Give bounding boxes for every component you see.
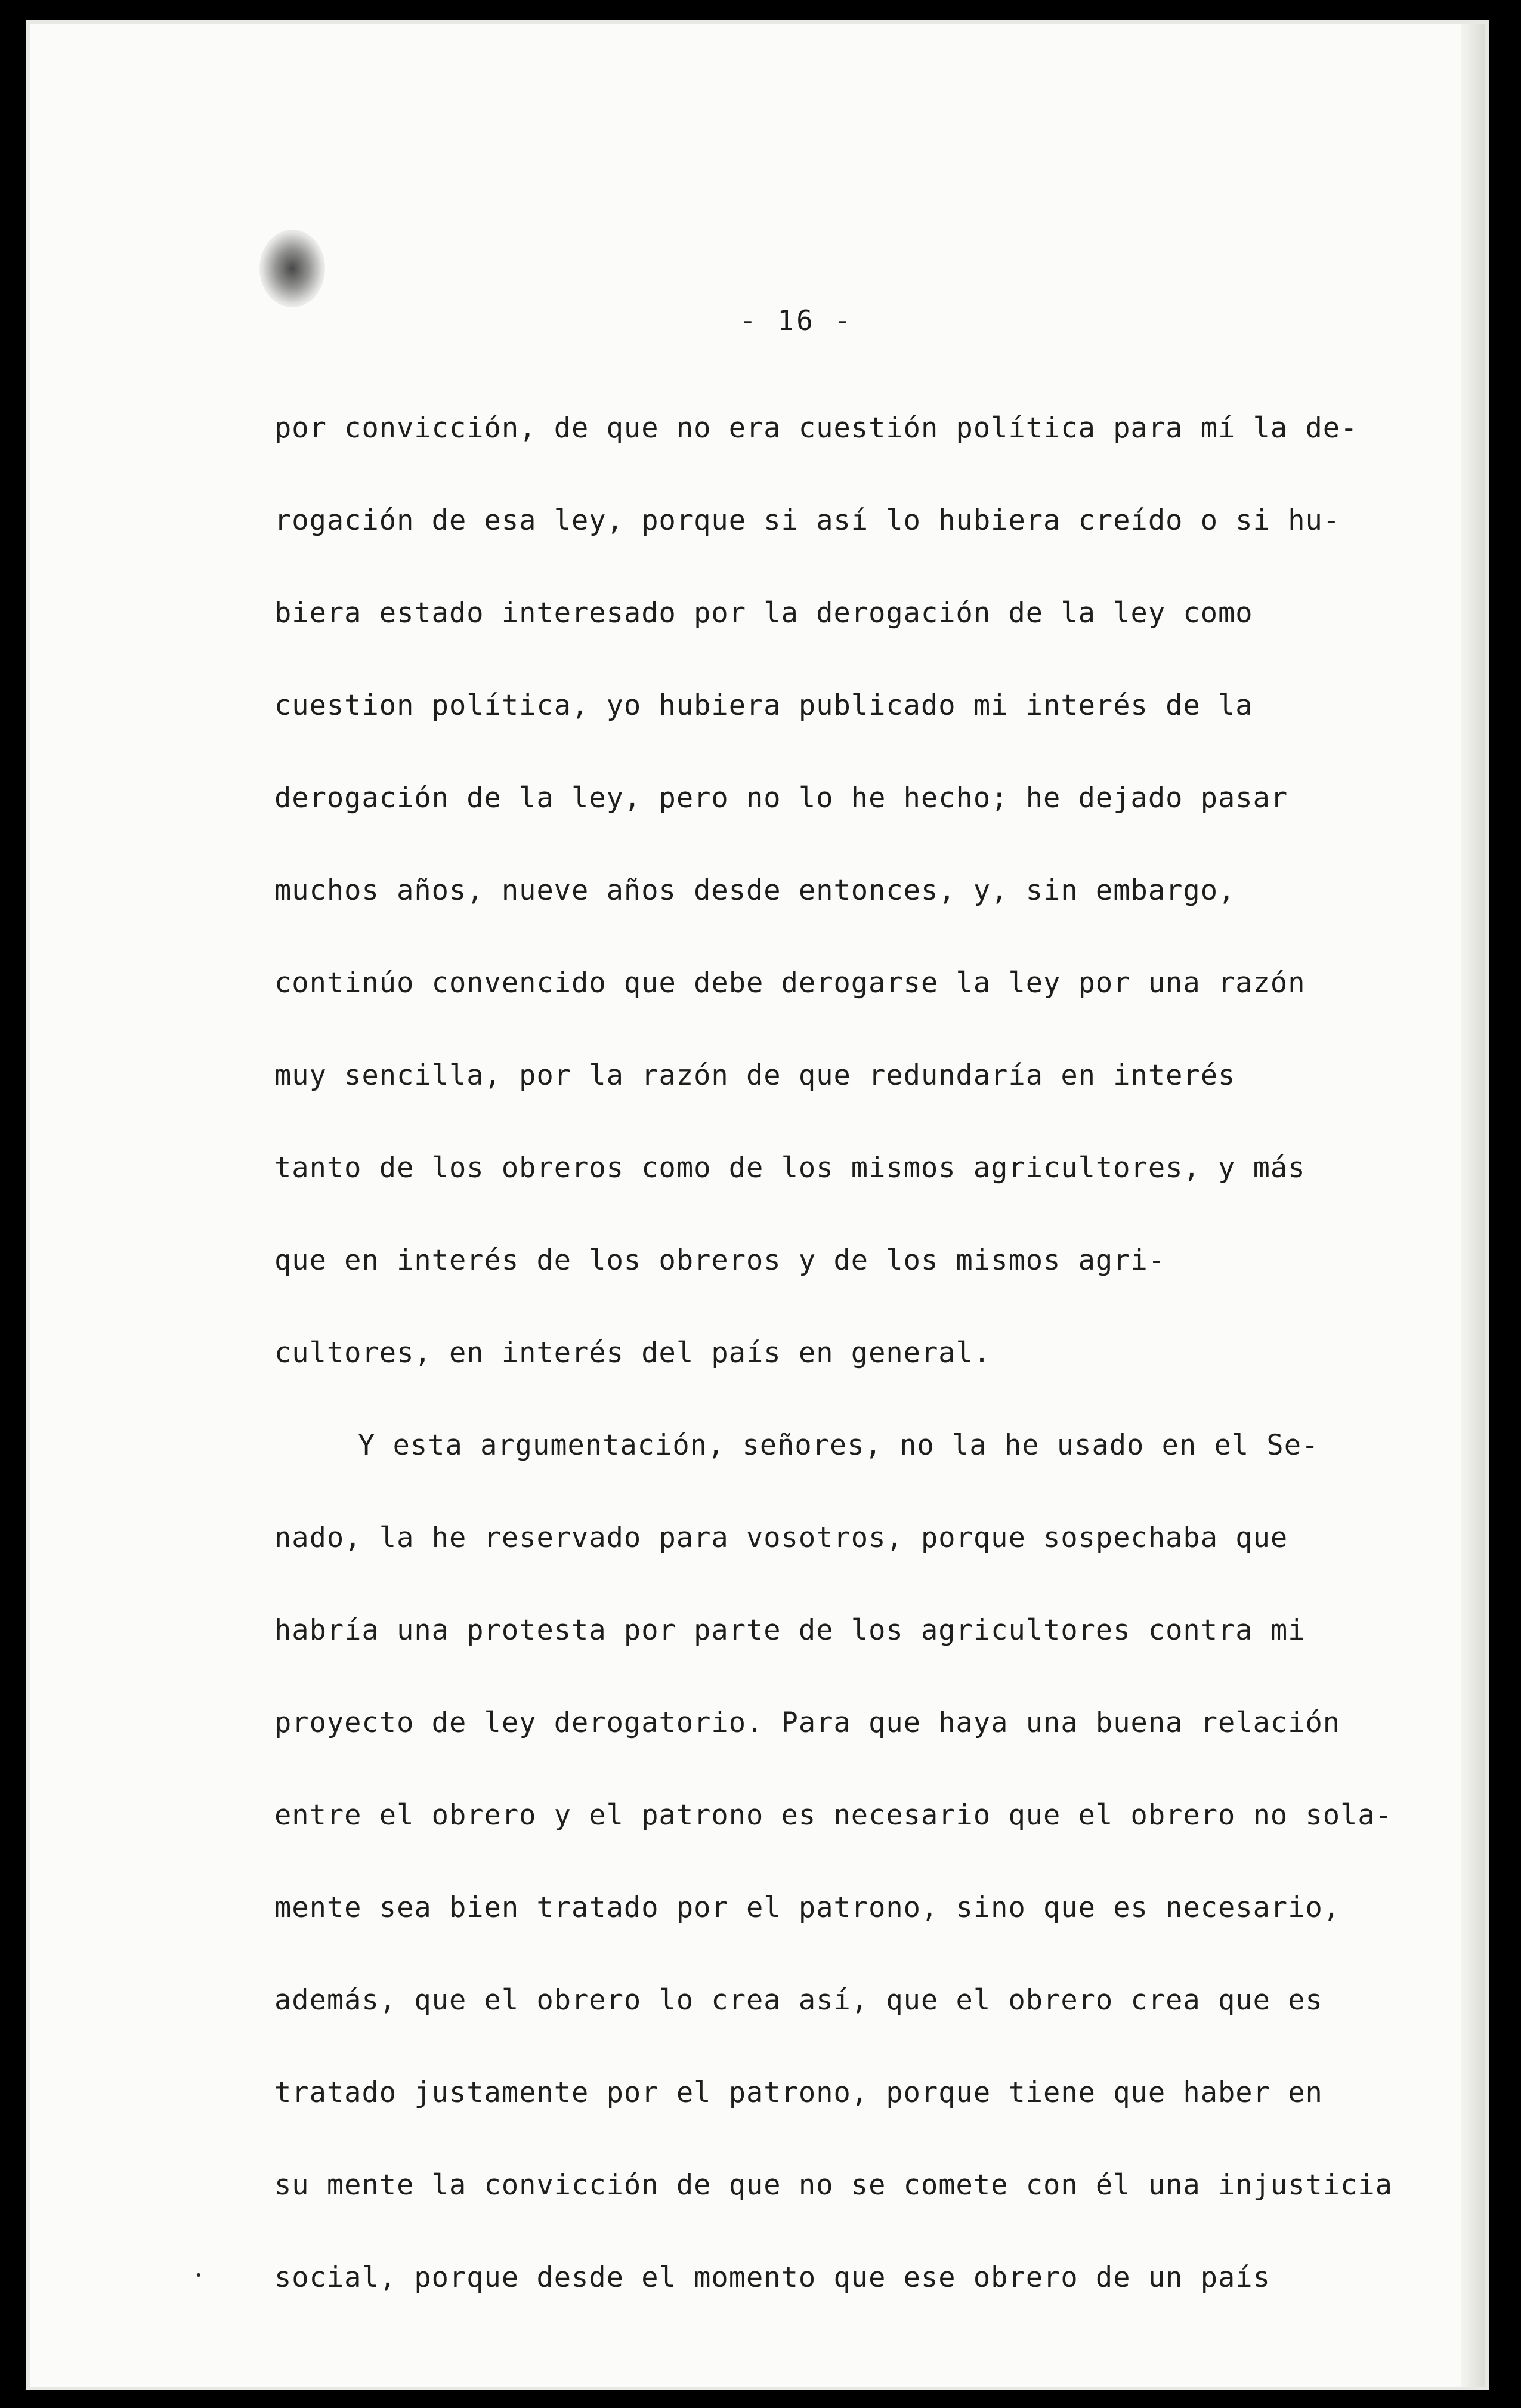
text-line: por convicción, de que no era cuestión política para mí la de- bbox=[274, 412, 1358, 444]
text-line: cuestion política, yo hubiera publicado mi interés de la bbox=[274, 689, 1253, 722]
text-line: además, que el obrero lo crea así, que el obrero crea que es bbox=[274, 1984, 1323, 2017]
text-line: rogación de esa ley, porque si así lo hubiera creído o si hu- bbox=[274, 504, 1341, 537]
text-line: su mente la convicción de que no se comete con él una injusticia bbox=[274, 2169, 1393, 2202]
text-line: continúo convencido que debe derogarse la ley por una razón bbox=[274, 967, 1306, 999]
text-line: entre el obrero y el patrono es necesario que el obrero no sola- bbox=[274, 1799, 1393, 1832]
text-line: social, porque desde el momento que ese obrero de un país bbox=[274, 2261, 1270, 2294]
text-line: que en interés de los obreros y de los mismos agri- bbox=[274, 1244, 1166, 1277]
text-line: habría una protesta por parte de los agricultores contra mi bbox=[274, 1614, 1306, 1647]
text-line: proyecto de ley derogatorio. Para que haya una buena relación bbox=[274, 1706, 1341, 1739]
text-line: muchos años, nueve años desde entonces, y, sin embargo, bbox=[274, 874, 1236, 907]
page-edge-shadow bbox=[1461, 24, 1485, 2387]
text-line: muy sencilla, por la razón de que redundaría en interés bbox=[274, 1059, 1236, 1092]
text-line: tanto de los obreros como de los mismos agricultores, y más bbox=[274, 1151, 1306, 1184]
text-line: biera estado interesado por la derogación de la ley como bbox=[274, 597, 1253, 629]
page-number: - 16 - bbox=[740, 304, 854, 336]
text-line: nado, la he reservado para vosotros, porque sospechaba que bbox=[274, 1521, 1288, 1554]
text-line: derogación de la ley, pero no lo he hecho; he dejado pasar bbox=[274, 782, 1288, 814]
ink-dot bbox=[197, 2273, 200, 2277]
document-page bbox=[30, 24, 1485, 2387]
text-line: tratado justamente por el patrono, porque tiene que haber en bbox=[274, 2076, 1323, 2109]
text-line-paragraph-start: Y esta argumentación, señores, no la he usado en el Se- bbox=[358, 1429, 1319, 1462]
text-line: cultores, en interés del país en general. bbox=[274, 1336, 991, 1369]
text-line: mente sea bien tratado por el patrono, sino que es necesario, bbox=[274, 1891, 1341, 1924]
body-text bbox=[274, 412, 1437, 2354]
ink-smudge bbox=[259, 230, 325, 307]
